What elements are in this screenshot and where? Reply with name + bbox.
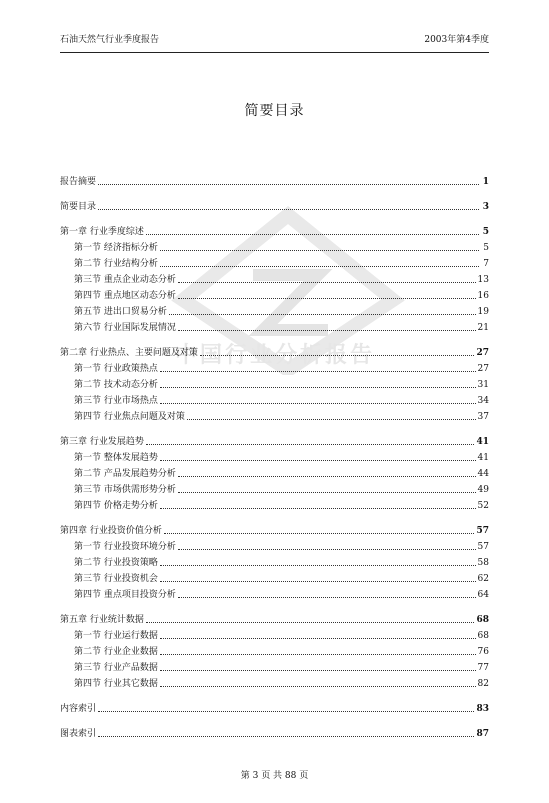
toc-entry[interactable] [60,448,489,464]
toc-leader-dots [160,653,476,655]
toc-entry[interactable] [60,286,489,302]
toc-entry-page: 57 [476,526,489,536]
toc-entry-label: 第一节 整体发展趋势 [74,453,158,463]
toc-entry-page: 77 [477,663,489,673]
page-footer: 第 3 页 共 88 页 [240,771,309,781]
toc-entry[interactable] [60,610,489,626]
toc-entry[interactable] [60,585,489,601]
toc-entry[interactable] [60,197,489,213]
toc-entry[interactable] [60,270,489,286]
toc-leader-dots [178,491,476,493]
toc-leader-dots [160,580,476,582]
toc-entry[interactable] [60,432,489,448]
toc-entry-page: 68 [477,631,489,641]
toc-entry-label: 第一节 行业运行数据 [74,631,158,641]
toc-entry[interactable] [60,302,489,318]
toc-entry-label: 第一节 行业政策热点 [74,364,158,374]
page-header [60,34,489,53]
toc-leader-dots [98,183,479,185]
watermark-text: 中国行业分析报告 [175,343,376,368]
toc-leader-dots [187,418,476,420]
toc-entry-label: 第四节 行业焦点问题及对策 [74,412,185,422]
toc-leader-dots [178,329,476,331]
toc-leader-dots [98,735,474,737]
toc-entry-label: 第四节 重点项目投资分析 [74,590,176,600]
toc-entry-page: 44 [477,469,489,479]
toc-entry[interactable] [60,496,489,512]
toc-entry-label: 第二节 产品发展趋势分析 [74,469,176,479]
toc-entry[interactable] [60,343,489,359]
toc-entry[interactable] [60,537,489,553]
toc-entry[interactable] [60,254,489,270]
toc-entry-page: 27 [477,364,489,374]
toc-entry-label: 第三节 行业投资机会 [74,574,158,584]
toc-leader-dots [146,233,479,235]
toc-entry[interactable] [60,407,489,423]
toc-entry-label: 第三节 重点企业动态分析 [74,275,176,285]
toc-entry[interactable] [60,521,489,537]
toc-entry-page: 82 [477,679,489,689]
toc-entry-label: 简要目录 [60,202,97,212]
toc-leader-dots [160,669,476,671]
toc-leader-dots [178,475,476,477]
toc-entry-label: 第五节 进出口贸易分析 [74,307,167,317]
toc-entry-page: 5 [483,243,489,253]
toc-leader-dots [178,297,476,299]
toc-entry-label: 内容索引 [60,704,97,714]
toc-leader-dots [146,621,475,623]
toc-entry-label: 第四节 重点地区动态分析 [74,291,176,301]
toc-entry[interactable] [60,626,489,642]
toc-entry-label: 第四章 行业投资价值分析 [60,526,162,536]
toc-entry-label: 第三章 行业发展趋势 [60,437,144,447]
toc-entry[interactable] [60,318,489,334]
toc-entry-page: 87 [476,729,489,739]
toc-entry-label: 报告摘要 [60,177,97,187]
toc-entry-label: 第二节 行业结构分析 [74,259,158,269]
toc-entry[interactable] [60,724,489,740]
toc-entry-page: 19 [477,307,489,317]
toc-entry-label: 第六节 行业国际发展情况 [74,323,176,333]
toc-entry[interactable] [60,658,489,674]
toc-entry-page: 1 [482,177,489,187]
toc-entry-page: 21 [477,323,489,333]
toc-entry-label: 第一章 行业季度综述 [60,227,144,237]
toc-entry-label: 第三节 行业市场热点 [74,396,158,406]
toc-leader-dots [160,402,476,404]
toc-entry-label: 第三节 市场供需形势分析 [74,485,176,495]
toc-leader-dots [160,564,476,566]
toc-entry-page: 68 [476,615,489,625]
toc-entry-page: 37 [477,412,489,422]
toc-entry[interactable] [60,642,489,658]
toc-leader-dots [178,596,476,598]
header-period: 2003年第4季度 [424,35,489,45]
toc-entry[interactable] [60,480,489,496]
toc-entry-page: 3 [482,202,489,212]
toc-leader-dots [160,249,479,251]
toc-leader-dots [178,548,476,550]
toc-leader-dots [178,281,476,283]
toc-leader-dots [160,637,476,639]
toc-entry-page: 16 [477,291,489,301]
toc-entry[interactable] [60,172,489,188]
toc-leader-dots [200,354,475,356]
toc-leader-dots [164,532,475,534]
toc-entry-page: 57 [477,542,489,552]
toc-entry-page: 41 [477,453,489,463]
toc-entry[interactable] [60,699,489,715]
toc-entry-label: 图表索引 [60,729,97,739]
toc-entry[interactable] [60,464,489,480]
toc-entry-page: 31 [477,380,489,390]
toc-entry-label: 第三节 行业产品数据 [74,663,158,673]
toc-entry-label: 第二节 行业投资策略 [74,558,158,568]
toc-entry[interactable] [60,674,489,690]
toc-entry-page: 58 [477,558,489,568]
toc-leader-dots [160,685,476,687]
table-of-contents [60,172,489,740]
toc-leader-dots [146,443,475,445]
toc-entry-label: 第二节 技术动态分析 [74,380,158,390]
toc-entry[interactable] [60,391,489,407]
toc-entry[interactable] [60,238,489,254]
toc-leader-dots [160,459,476,461]
toc-entry-page: 34 [477,396,489,406]
toc-entry-page: 64 [477,590,489,600]
toc-leader-dots [98,710,474,712]
toc-entry-page: 62 [477,574,489,584]
toc-entry-page: 41 [476,437,489,447]
toc-entry-page: 52 [477,501,489,511]
toc-entry[interactable] [60,375,489,391]
toc-entry-page: 76 [477,647,489,657]
toc-entry-label: 第一节 经济指标分析 [74,243,158,253]
toc-entry-page: 83 [476,704,489,714]
toc-entry[interactable] [60,222,489,238]
toc-entry-label: 第一节 行业投资环境分析 [74,542,176,552]
toc-entry[interactable] [60,569,489,585]
toc-leader-dots [160,265,479,267]
toc-leader-dots [169,313,476,315]
toc-entry-label: 第四节 行业其它数据 [74,679,158,689]
toc-entry-page: 27 [476,348,489,358]
toc-entry-label: 第二节 行业企业数据 [74,647,158,657]
toc-entry-page: 5 [482,227,489,237]
toc-leader-dots [160,386,476,388]
toc-entry-label: 第四节 价格走势分析 [74,501,158,511]
header-report-title: 石油天然气行业季度报告 [60,35,160,45]
toc-leader-dots [160,370,476,372]
toc-entry-label: 第二章 行业热点、主要问题及对策 [60,348,198,358]
toc-entry-page: 49 [477,485,489,495]
toc-entry[interactable] [60,359,489,375]
toc-entry-label: 第五章 行业统计数据 [60,615,144,625]
page-title: 简要目录 [244,103,305,119]
toc-leader-dots [160,507,476,509]
toc-leader-dots [98,208,479,210]
toc-entry-page: 13 [477,275,489,285]
toc-entry-page: 7 [483,259,489,269]
toc-entry[interactable] [60,553,489,569]
